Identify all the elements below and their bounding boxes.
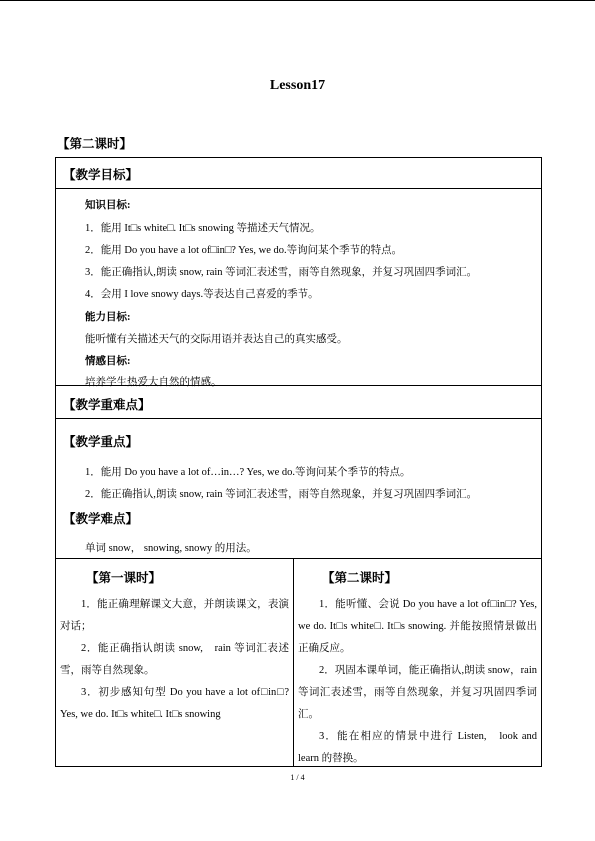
column-divider: [293, 559, 294, 766]
difficult-heading: 【教学难点】: [63, 512, 139, 526]
first-lesson-para: 3．初步感知句型 Do you have a lot of□in□? Yes, we do. It□s white□. It□s snowing: [60, 687, 289, 720]
first-lesson-para: 2．能正确指认朗读 snow, rain 等词汇表述雪，雨等自然现象。: [60, 643, 289, 676]
second-lesson-para: 1．能听懂、会说 Do you have a lot of□in□? Yes, we do. It□s white□. It□s snowing. 并能按照情景做出正确反应。: [298, 599, 537, 654]
first-lesson-para: 1．能正确理解课文大意，并朗读课文，表演对话；: [60, 599, 289, 632]
divider: [56, 188, 541, 189]
second-lesson-para: 3．能在相应的情景中进行 Listen, look and learn 的替换。: [298, 731, 537, 764]
key-difficult-section: [55, 386, 542, 419]
keypoints-section: [55, 419, 542, 559]
page-number: 1 / 4: [290, 773, 305, 782]
lesson-title: Lesson17: [269, 78, 326, 93]
emotion-text: 培养学生热爱大自然的情感。: [85, 377, 222, 388]
key-points-heading: 【教学重点】: [63, 435, 139, 449]
ability-text: 能听懂有关描述天气的交际用语并表达自己的真实感受。: [85, 334, 348, 345]
difficult-text: 单词 snow， snowing, snowy 的用法。: [85, 543, 257, 554]
key-point-item: 1．能用 Do you have a lot of…in…? Yes, we do.等询问某个季节的特点。: [85, 467, 411, 478]
knowledge-item: 4．会用 I love snowy days.等表达自己喜爱的季节。: [85, 289, 319, 300]
lessons-table: [55, 559, 542, 767]
goals-heading: 【教学目标】: [63, 168, 139, 182]
knowledge-item: 2．能用 Do you have a lot of□in□? Yes, we do.等询问某个季节的特点。: [85, 245, 403, 256]
goals-section: [55, 157, 542, 386]
emotion-label: 情感目标:: [85, 356, 131, 367]
first-lesson-heading: 【第一课时】: [86, 571, 162, 585]
knowledge-item: 1．能用 It□s white□. It□s snowing 等描述天气情况。: [85, 223, 321, 234]
key-difficult-heading: 【教学重难点】: [63, 398, 151, 412]
second-lesson-heading: 【第二课时】: [322, 571, 398, 585]
key-point-item: 2．能正确指认,朗读 snow, rain 等词汇表述雪，雨等自然现象，并复习巩固四季词汇。: [85, 489, 478, 500]
knowledge-label: 知识目标:: [85, 200, 131, 211]
period-label: 【第二课时】: [57, 137, 133, 151]
top-rule: [0, 0, 595, 1]
knowledge-item: 3．能正确指认,朗读 snow, rain 等词汇表述雪，雨等自然现象，并复习巩固四季词汇。: [85, 267, 478, 278]
second-lesson-para: 2．巩固本课单词，能正确指认,朗读 snow，rain 等词汇表述雪，雨等自然现象，并复习巩固四季词汇。: [298, 665, 537, 720]
ability-label: 能力目标:: [85, 312, 131, 323]
